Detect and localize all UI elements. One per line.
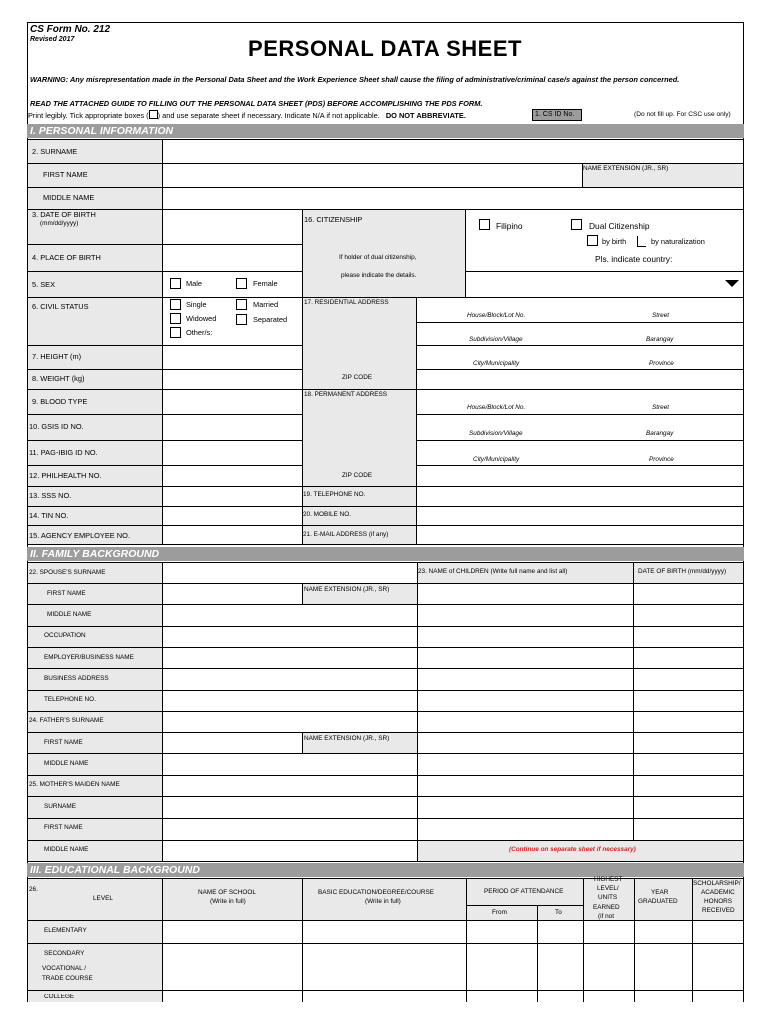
chevron-down-icon[interactable]: [725, 280, 739, 287]
frame-top: [27, 22, 744, 23]
agency-employee-no-input[interactable]: [163, 526, 301, 544]
label-father-first-name: FIRST NAME: [44, 739, 83, 746]
citizenship-dual-checkbox[interactable]: [571, 219, 582, 230]
header-year-1: YEAR: [651, 889, 669, 896]
header-year-2: GRADUATED: [638, 898, 678, 905]
label-spouse-surname: 22. SPOUSE'S SURNAME: [29, 569, 106, 576]
label-citizenship: 16. CITIZENSHIP: [304, 215, 363, 224]
mother-first-name-input[interactable]: [163, 819, 416, 840]
frame-right: [743, 22, 744, 1002]
res-zip-label: ZIP CODE: [342, 374, 373, 381]
business-address-input[interactable]: [163, 669, 416, 690]
label-first-name: FIRST NAME: [43, 170, 88, 179]
label-mother-first-name: FIRST NAME: [44, 824, 83, 831]
form-revision: Revised 2017: [30, 36, 75, 43]
country-label: Pls. indicate country:: [595, 254, 673, 264]
label-date-format: (mm/dd/yyyy): [40, 220, 79, 227]
mother-surname-input[interactable]: [163, 797, 416, 818]
label-children: 23. NAME of CHILDREN (Write full name and list all): [418, 568, 568, 575]
section-family-background: II. FAMILY BACKGROUND: [27, 547, 744, 561]
employer-input[interactable]: [163, 648, 416, 668]
label-sex: 5. SEX: [32, 280, 56, 289]
height-input[interactable]: [163, 346, 301, 369]
csid-note: (Do not fill up. For CSC use only): [634, 111, 731, 118]
citizenship-filipino-label: Filipino: [496, 221, 523, 231]
label-weight: 8. WEIGHT (kg): [32, 374, 85, 383]
label-mother-maiden-name: 25. MOTHER'S MAIDEN NAME: [29, 781, 120, 788]
header-school-name: NAME OF SCHOOL: [198, 889, 256, 896]
label-surname: 2. SURNAME: [32, 147, 78, 156]
occupation-input[interactable]: [163, 627, 416, 647]
header-school-note: (Write in full): [210, 898, 246, 905]
label-spouse-middle-name: MIDDLE NAME: [47, 611, 92, 618]
label-pagibig: 11. PAG-IBIG ID NO.: [29, 448, 98, 457]
middle-name-input[interactable]: [163, 188, 743, 209]
place-of-birth-input[interactable]: [163, 245, 301, 271]
citizenship-dual-label: Dual Citizenship: [589, 221, 650, 231]
header-highest-4: EARNED: [593, 904, 620, 911]
civil-single-label: Single: [186, 300, 207, 309]
header-period: PERIOD OF ATTENDANCE: [484, 888, 564, 895]
blood-type-input[interactable]: [163, 390, 301, 414]
tin-input[interactable]: [163, 507, 301, 525]
sss-input[interactable]: [163, 487, 301, 506]
label-sss: 13. SSS NO.: [29, 491, 72, 500]
guide-text: READ THE ATTACHED GUIDE TO FILLING OUT THE PERSONAL DATA SHEET (PDS) BEFORE ACCOMPLISHING THE PDS FORM.: [30, 99, 483, 108]
label-blood-type: 9. BLOOD TYPE: [32, 397, 88, 406]
elementary-course-input[interactable]: [303, 921, 465, 943]
label-email: 21. E-MAIL ADDRESS (if any): [303, 531, 389, 538]
spouse-surname-input[interactable]: [163, 563, 416, 583]
label-permanent-address: 18. PERMANENT ADDRESS: [304, 391, 387, 398]
father-surname-input[interactable]: [163, 712, 416, 732]
label-secondary: SECONDARY: [44, 950, 85, 957]
res-barangay-label: Barangay: [646, 336, 674, 343]
header-course: BASIC EDUCATION/DEGREE/COURSE: [318, 889, 434, 896]
spouse-first-name-input[interactable]: [163, 584, 301, 604]
label-business-address: BUSINESS ADDRESS: [44, 675, 109, 682]
civil-widowed-label: Widowed: [186, 314, 217, 323]
section-educational-background: III. EDUCATIONAL BACKGROUND: [27, 863, 744, 877]
label-spouse-name-ext: NAME EXTENSION (JR., SR): [304, 586, 390, 593]
label-employer: EMPLOYER/BUSINESS NAME: [44, 654, 134, 661]
page-title: PERSONAL DATA SHEET: [248, 36, 522, 61]
label-vocational-1: VOCATIONAL /: [42, 965, 87, 972]
citizenship-filipino-checkbox[interactable]: [479, 219, 490, 230]
by-naturalization-label: by naturalization: [651, 237, 705, 246]
header-from: From: [492, 909, 507, 916]
perm-street-label: Street: [652, 404, 670, 411]
perm-province-label: Province: [649, 456, 674, 463]
mobile-input[interactable]: [417, 507, 743, 525]
label-vocational-2: TRADE COURSE: [42, 975, 93, 982]
label-residential-address: 17. RESIDENTIAL ADDRESS: [304, 299, 389, 306]
label-father-middle-name: MIDDLE NAME: [44, 760, 89, 767]
label-elementary: ELEMENTARY: [44, 927, 87, 934]
header-honors-3: HONORS: [704, 898, 733, 905]
label-civil-status: 6. CIVIL STATUS: [32, 302, 89, 311]
res-city-label: City/Municipality: [473, 360, 520, 367]
sex-female-label: Female: [253, 279, 278, 288]
label-date-of-birth: 3. DATE OF BIRTH: [32, 210, 96, 219]
label-height: 7. HEIGHT (m): [32, 352, 82, 361]
pagibig-input[interactable]: [163, 441, 301, 465]
civil-separated-checkbox[interactable]: [236, 314, 247, 325]
philhealth-input[interactable]: [163, 466, 301, 486]
label-mother-middle-name: MIDDLE NAME: [44, 846, 89, 853]
perm-barangay-label: Barangay: [646, 430, 674, 437]
csid-label: 1. CS ID No.: [532, 109, 582, 121]
sex-male-checkbox[interactable]: [170, 278, 181, 289]
label-tin: 14. TIN NO.: [29, 511, 69, 520]
label-mother-surname: SURNAME: [44, 803, 76, 810]
header-course-note: (Write in full): [365, 898, 401, 905]
res-street-label: Street: [652, 312, 670, 319]
spouse-telephone-input[interactable]: [163, 691, 416, 711]
civil-married-checkbox[interactable]: [236, 299, 247, 310]
father-middle-name-input[interactable]: [163, 754, 416, 775]
continue-note: (Continue on separate sheet if necessary): [509, 846, 636, 853]
label-father-surname: 24. FATHER'S SURNAME: [29, 717, 104, 724]
civil-others-checkbox[interactable]: [170, 327, 181, 338]
civil-widowed-checkbox[interactable]: [170, 313, 181, 324]
gsis-input[interactable]: [163, 415, 301, 440]
perm-house-label: House/Block/Lot No.: [467, 404, 526, 411]
label-philhealth: 12. PHILHEALTH NO.: [29, 471, 102, 480]
tick-sample-box: [149, 110, 158, 119]
csid-field: [583, 109, 633, 121]
header-highest-2: LEVEL/: [597, 885, 619, 892]
secondary-course-input[interactable]: [303, 944, 465, 990]
label-dual-citizenship-2: please indicate the details.: [341, 272, 417, 279]
civil-single-checkbox[interactable]: [170, 299, 181, 310]
sex-female-checkbox[interactable]: [236, 278, 247, 289]
children-dob-input[interactable]: [634, 584, 743, 840]
elementary-school-input[interactable]: [163, 921, 301, 943]
perm-city-label: City/Municipality: [473, 456, 520, 463]
email-input[interactable]: [417, 526, 743, 544]
label-mobile: 20. MOBILE NO.: [303, 511, 351, 518]
children-names-input[interactable]: [418, 584, 632, 840]
spouse-middle-name-input[interactable]: [163, 605, 416, 626]
perm-subdivision-label: Subdivision/Village: [469, 430, 523, 437]
perm-zip-input[interactable]: [417, 466, 743, 486]
name-extension-label: NAME EXTENSION (JR., SR): [583, 165, 669, 172]
country-dropdown[interactable]: [466, 272, 743, 296]
father-first-name-input[interactable]: [163, 733, 301, 753]
perm-zip-label: ZIP CODE: [342, 472, 373, 479]
header-honors-4: RECEIVED: [702, 907, 735, 914]
label-gsis: 10. GSIS ID NO.: [29, 422, 84, 431]
header-highest-3: UNITS: [598, 894, 618, 901]
header-highest-1: HIGHEST: [594, 876, 623, 883]
warning-text: WARNING: Any misrepresentation made in the Personal Data Sheet and the Work Experience Sheet shall cause the filing of administrative/criminal case/s against the person concerned.: [30, 75, 680, 84]
header-highest-5: (if not: [598, 913, 614, 920]
by-birth-label: by birth: [602, 237, 627, 246]
label-occupation: OCCUPATION: [44, 632, 86, 639]
sex-male-label: Male: [186, 279, 203, 288]
res-province-label: Province: [649, 360, 674, 367]
label-place-of-birth: 4. PLACE OF BIRTH: [32, 253, 101, 262]
header-to: To: [555, 909, 562, 916]
res-subdivision-label: Subdivision/Village: [469, 336, 523, 343]
section-personal-information: I. PERSONAL INFORMATION: [27, 124, 744, 138]
res-house-label: House/Block/Lot No.: [467, 312, 526, 319]
first-name-input[interactable]: [163, 164, 581, 187]
instructions: Print legibly. Tick appropriate boxes ( ) and use separate sheet if necessary. Indicate N/A if not applicable. DO NOT ABBREVIATE.: [28, 111, 466, 120]
label-father-name-ext: NAME EXTENSION (JR., SR): [304, 735, 390, 742]
res-zip-input[interactable]: [417, 370, 743, 389]
date-of-birth-input[interactable]: [163, 210, 301, 244]
mother-middle-name-input[interactable]: [163, 841, 416, 861]
label-middle-name: MIDDLE NAME: [43, 193, 95, 202]
label-college: COLLEGE: [44, 994, 75, 999]
label-spouse-first-name: FIRST NAME: [47, 590, 86, 597]
surname-input[interactable]: [163, 140, 743, 163]
civil-married-label: Married: [253, 300, 279, 309]
secondary-school-input[interactable]: [163, 944, 301, 990]
telephone-input[interactable]: [417, 487, 743, 506]
civil-separated-label: Separated: [253, 315, 288, 324]
label-spouse-telephone: TELEPHONE NO.: [44, 696, 96, 703]
label-dual-citizenship-1: If holder of dual citizenship,: [339, 254, 417, 261]
weight-input[interactable]: [163, 370, 301, 389]
label-agency-employee-no: 15. AGENCY EMPLOYEE NO.: [29, 531, 130, 540]
label-telephone: 19. TELEPHONE NO.: [303, 491, 366, 498]
form-number: CS Form No. 212: [30, 24, 111, 35]
by-naturalization-checkbox[interactable]: [637, 236, 646, 247]
header-honors-2: ACADEMIC: [701, 889, 735, 896]
education-item-number: 26.: [29, 886, 38, 893]
header-level: LEVEL: [93, 895, 113, 902]
by-birth-checkbox[interactable]: [587, 235, 598, 246]
label-child-date-of-birth: DATE OF BIRTH (mm/dd/yyyy): [638, 568, 727, 575]
civil-others-label: Other/s:: [186, 328, 213, 337]
header-honors-1: SCHOLARSHIP/: [693, 880, 741, 887]
